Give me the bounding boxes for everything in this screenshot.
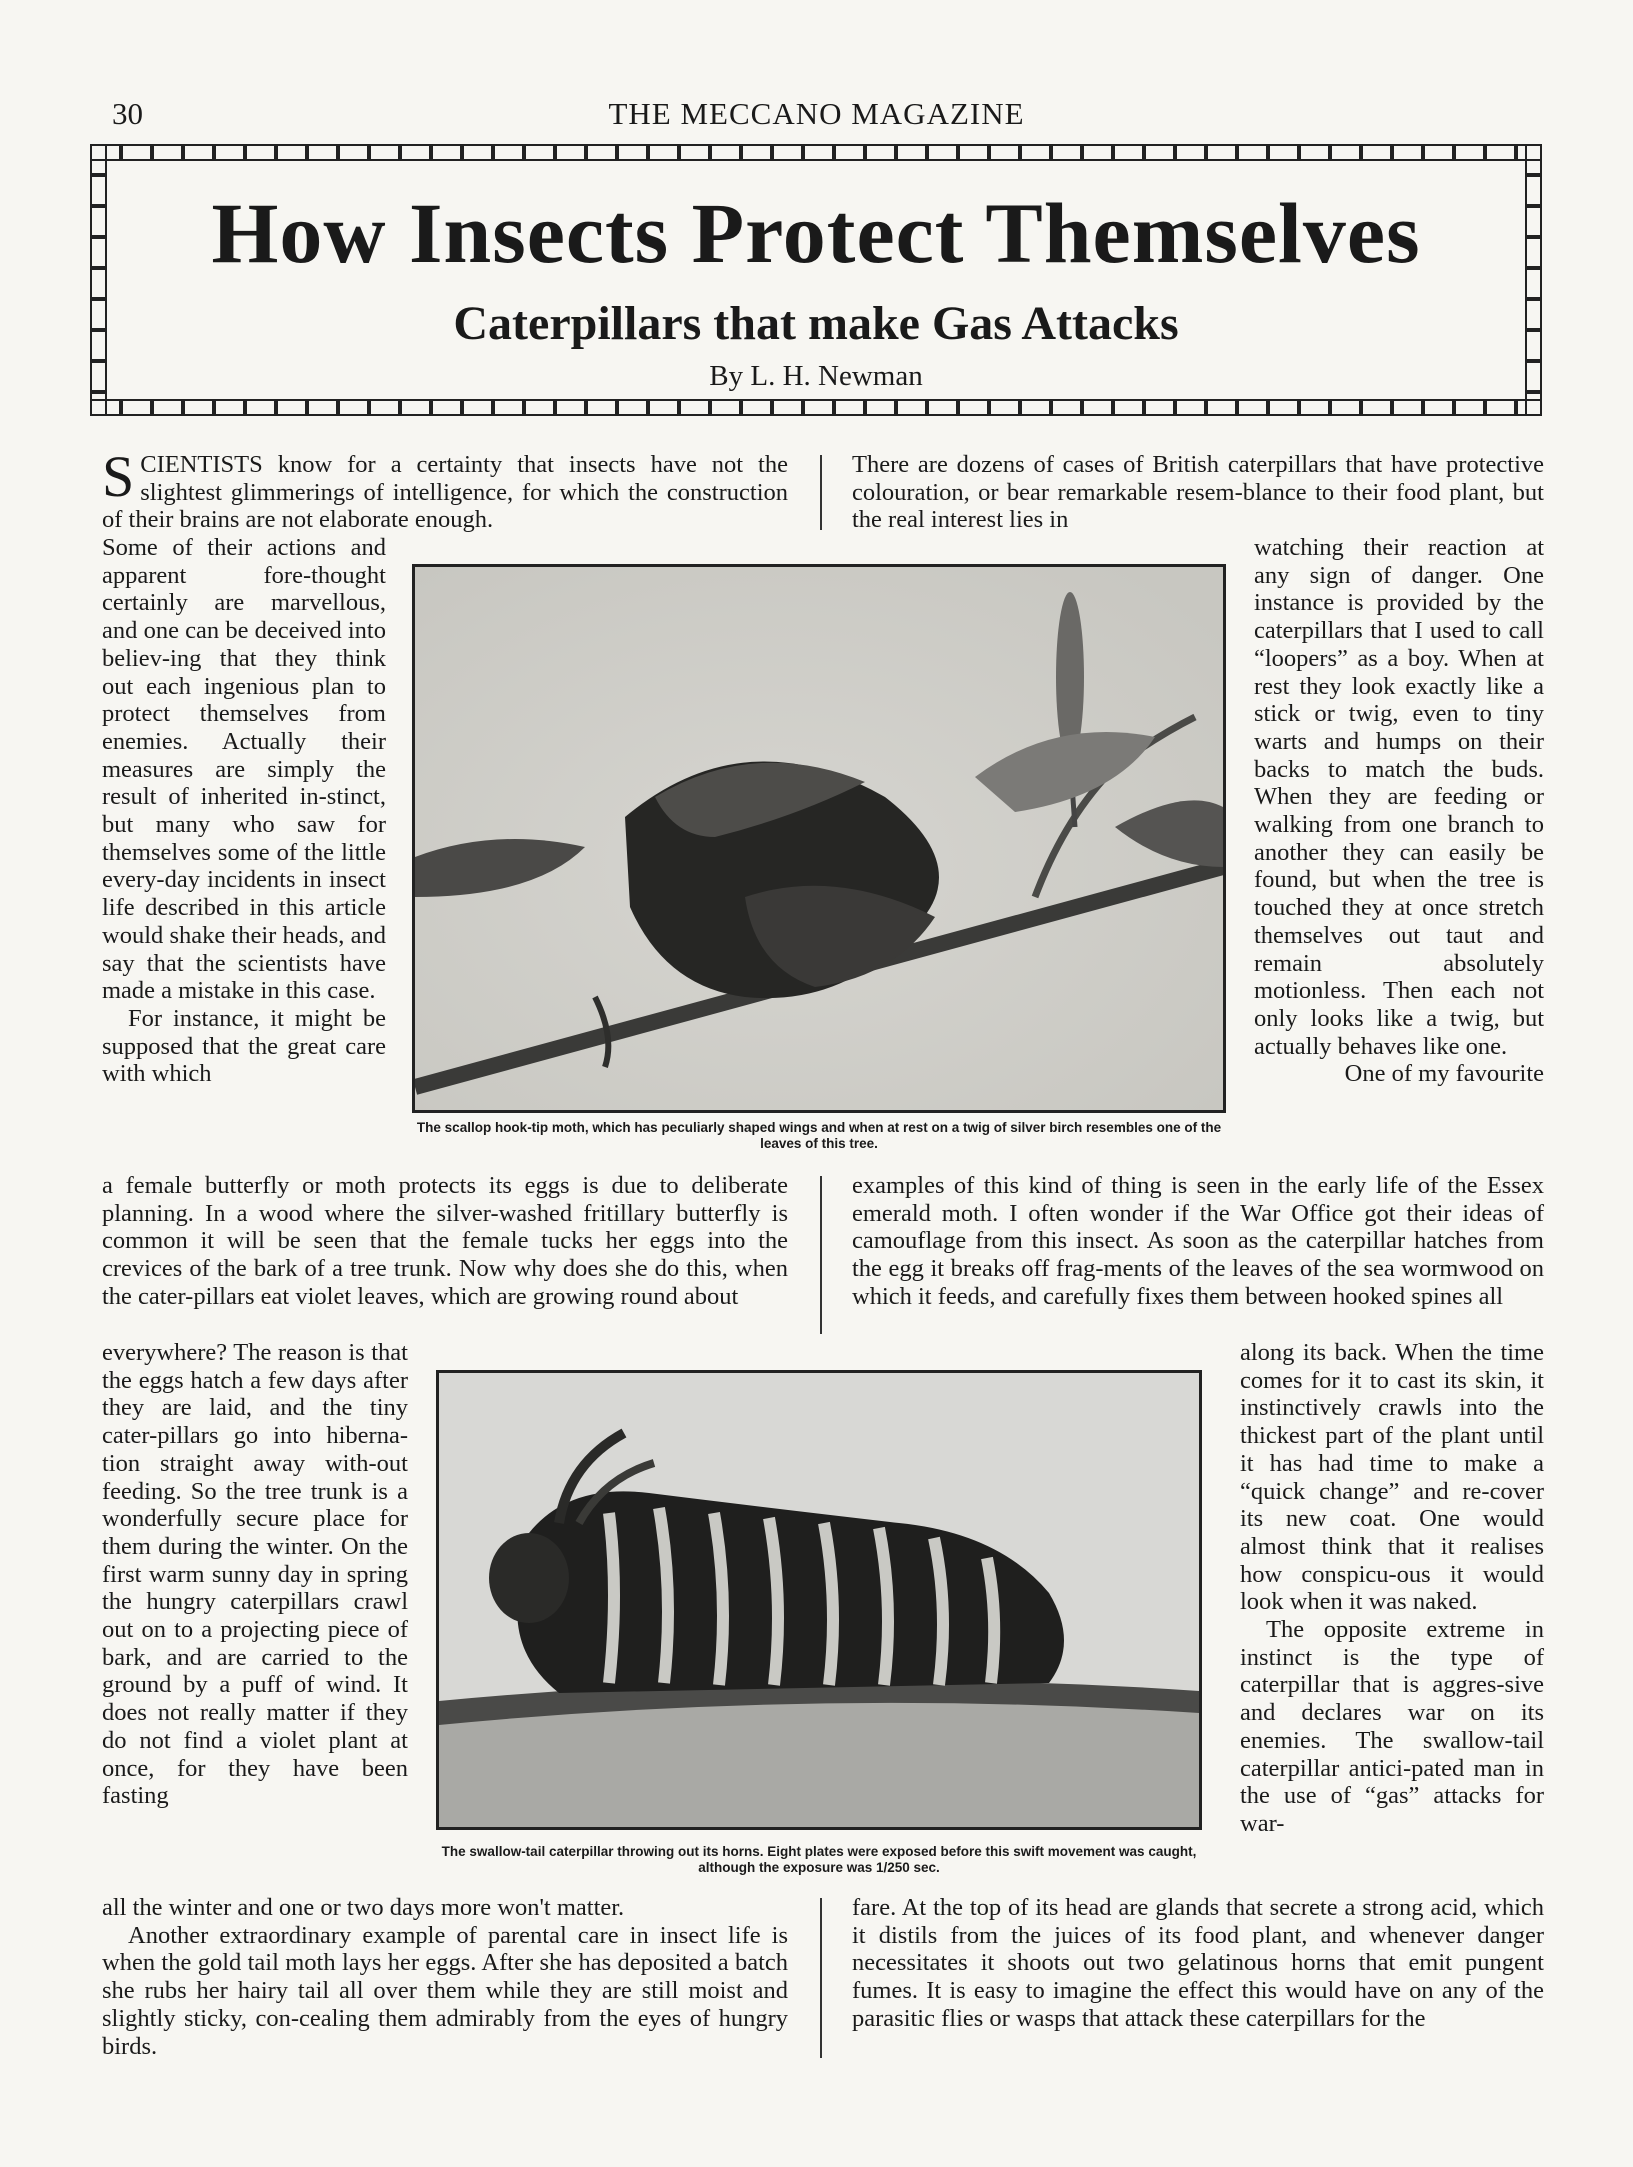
moth-caption: The scallop hook-tip moth, which has peculiarly shaped wings and when at rest on a twig of silver birch resembles one of the leaves of this tree. <box>416 1120 1222 1151</box>
moth-photograph <box>412 564 1226 1113</box>
right-paragraph-1-narrow <box>1254 534 1544 1088</box>
right-paragraph-2-narrow-text: along its back. When the time comes for it to cast its skin, it instinctively crawls into the thickest part of the plant until it has had time to make a “quick change” and re-cover its new coat. One would almost think that it realises how conspicu-ous it would look when it was naked. <box>1240 1339 1544 1616</box>
intro-rest-text: Some of their actions and apparent fore-thought certainly are marvellous, and one can be deceived into believ-ing that they think out each ingenious plan to protect themselves from enemies. Actually their measures are simply the result of inherited in-stinct, but many who saw for themselves some of the little every-day incidents in insect life described in this article would shake their heads, and say that the scientists have made a mistake in this case. <box>102 534 386 1005</box>
right-paragraph-2-start: One of my favourite <box>1344 1060 1544 1088</box>
intro-paragraph-top <box>102 444 788 534</box>
right-paragraph-1-wide: There are dozens of cases of British caterpillars that have protective colouration, or bear remarkable resem-blance to their food plant, but the real interest lies in <box>852 451 1544 534</box>
column-rule-bottom <box>820 1898 822 2058</box>
page-number: 30 <box>112 96 143 131</box>
drop-cap: S <box>102 444 135 509</box>
column-rule-middle <box>820 1176 822 1334</box>
paragraph-2-3-bottom <box>102 1894 788 2060</box>
right-paragraph-3-wide: fare. At the top of its head are glands that secrete a strong acid, which it distils from the juices of its food plant, and whenever danger necessitates it shoots out two gelatinous horns that emit pungent fumes. It is easy to imagine the effect this would have on any of the parasitic flies or wasps that attack these caterpillars for the <box>852 1894 1544 2032</box>
article-headline: How Insects Protect Themselves <box>211 185 1421 281</box>
caterpillar-photograph <box>436 1370 1202 1830</box>
right-paragraph-1-narrow-text: watching their reaction at any sign of danger. One instance is provided by the caterpillars that I used to call “loopers” as a boy. When at rest they look exactly like a stick or twig, even to tiny warts and humps on their backs to match the buds. When they are feeding or walking from one branch to another they can easily be found, but when the tree is touched they at once stretch themselves out taut and remain absolutely motionless. Then each not only looks like a twig, but actually behaves like one. <box>1254 534 1544 1060</box>
column-rule-top <box>820 455 822 530</box>
right-paragraph-3-start: The opposite extreme in instinct is the type of caterpillar that is aggres-sive and declares war on its enemies. The swallow-tail caterpillar antici-pated man in the use of “gas” attacks for war- <box>1240 1616 1544 1837</box>
swallowtail-caterpillar-illustration <box>439 1373 1199 1827</box>
right-paragraph-2-3-narrow <box>1240 1339 1544 1838</box>
moth-on-twig-illustration <box>415 567 1223 1110</box>
paragraph-2-wide: a female butterfly or moth protects its eggs is due to deliberate planning. In a wood where the silver-washed fritillary butterfly is common it will be seen that the female tucks her eggs into the crevices of the bark of a tree trunk. Now why does she do this, when the cater-pillars eat violet leaves, which are growing round about <box>102 1172 788 1310</box>
article-subheadline: Caterpillars that make Gas Attacks <box>453 297 1179 350</box>
caterpillar-caption: The swallow-tail caterpillar throwing out its horns. Eight plates were exposed before this swift movement was caught, although the exposure was 1/250 sec. <box>441 1844 1197 1875</box>
paragraph-3: Another extraordinary example of parental care in insect life is when the gold tail moth lays her eggs. After she has deposited a batch she rubs her hairy tail all over them while they are still moist and slightly sticky, con-cealing them admirably from the eyes of hungry birds. <box>102 1921 788 2060</box>
article-byline: By L. H. Newman <box>709 360 923 392</box>
paragraph-2-narrow: everywhere? The reason is that the eggs hatch a few days after they are laid, and the tiny cater-pillars go into hiberna-tion straight away with-out feeding. So the tree trunk is a wonderfully secure place for them during the winter. On the first warm sunny day in spring the hungry caterpillars crawl out on to a projecting piece of bark, and are carried to the ground by a puff of wind. It does not really matter if they do not find a violet plant at once, for they have been fasting <box>102 1339 408 1810</box>
intro-paragraph-narrow <box>102 534 386 1088</box>
right-paragraph-2-wide: examples of this kind of thing is seen in the early life of the Essex emerald moth. I often wonder if the War Office got their ideas of camouflage from this insect. As soon as the caterpillar hatches from the egg it breaks off frag-ments of the leaves of the sea wormwood on which it feeds, and carefully fixes them between hooked spines all <box>852 1172 1544 1310</box>
intro-first-text: CIENTISTS know for a certainty that insects have not the slightest glimmerings of intelligence, for which the construction of their brains are not elaborate enough. <box>102 451 788 534</box>
paragraph-2-start: For instance, it might be supposed that the great care with which <box>102 1004 386 1088</box>
paragraph-2-end: all the winter and one or two days more won't matter. <box>102 1894 625 1921</box>
running-title: THE MECCANO MAGAZINE <box>608 96 1025 131</box>
